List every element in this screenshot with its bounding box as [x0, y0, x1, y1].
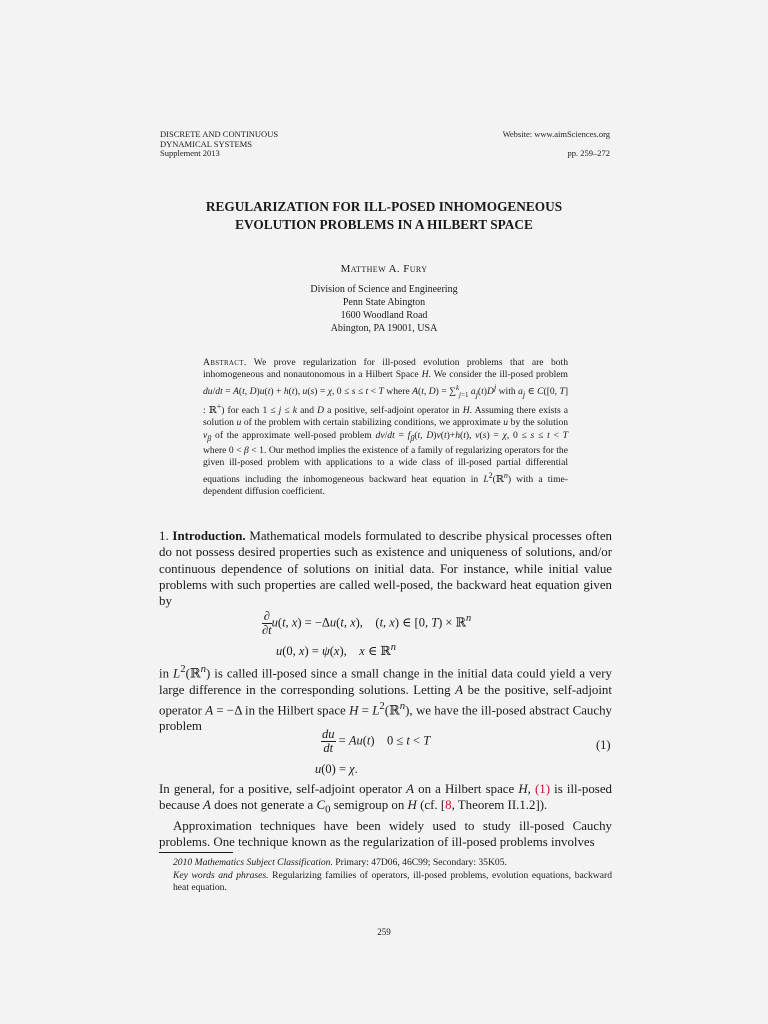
body-text: (cf. [: [420, 798, 446, 813]
keywords-label: Key words and phrases.: [173, 869, 269, 881]
ill-posed-paragraph: in $L^2(ℝ^n)$ is called ill-posed since a small change in the initial data could yield a very large difference in the corresponding solutions. Letting A be the positive, self-adjoint operator A = −Δ in the Hilbert space $H = L^2(ℝ^n)$, we have the ill-posed abstract Cauchy problem: [159, 663, 613, 734]
abstract-text: of the approximate well-posed problem: [215, 429, 372, 441]
abstract: Abstract. We prove regularization for ill-posed evolution problems that are both inhomogeneous and nonautonomous in a Hilbert Space H. We consider the ill-posed problem du/dt = A(t, D)u(t) + h(t), u(s) = χ, 0 ≤ s ≤ t < T where A(t, D) = ∑$^k_{j=1}$ $a_j(t)D^j$ with $a_j$ ∈ C([0, T] : ℝ+) for each 1 ≤ j ≤ k and D a positive, self-adjoint operator in H. Assuming there exists a solution u of the problem with certain stabilizing conditions, we approximate u by the solution $v_\beta$ of the approximate well-posed problem $dv/dt = f_\beta(t$, D)v(t)+h(t), v(s) = χ, 0 ≤ s ≤ t < T where 0 < β < 1. Our method implies the existence of a family of regularizing operators for the given ill-posed problem with applications to a wide class of ill-posed partial differential equations including the inhomogeneous backward heat equation in $L^2(ℝ^n)$ with a time-dependent diffusion coefficient.: [203, 357, 569, 498]
abstract-text: a positive, self-adjoint operator in: [327, 405, 460, 417]
abstract-text: and: [300, 405, 314, 417]
abstract-text: We consider the ill-posed problem: [433, 369, 568, 381]
section-title: Introduction.: [172, 529, 246, 543]
abstract-text: where: [203, 444, 227, 456]
equation-number: (1): [596, 738, 611, 752]
abstract-text: Our method implies the existence of a family of regularizing operators for the given ill-posed problem with applications to a wide class of ill-posed partial differential equations including the inhomogeneous backward heat equation in: [203, 444, 568, 485]
msc-label: 2010 Mathematics Subject Classification.: [173, 857, 333, 868]
body-text: semigroup on: [333, 798, 405, 813]
abstract-text: by the solution: [510, 417, 569, 429]
general-paragraph: In general, for a positive, self-adjoint operator A on a Hilbert space H, (1) is ill-posed because A does not generate a $C_0$ semigroup on H (cf. [8, Theorem II.1.2]). Approximation techniques have been widely used to study ill-posed Cauchy problems. One technique known as the regularization of ill-posed problems involves: [159, 782, 612, 850]
abstract-heading: Abstract.: [203, 357, 247, 368]
body-text: is ill-posed because: [159, 782, 612, 813]
heat-equation-line1: $\frac{\partial}{\partial t}$ u(t, x) = −Δu(t, x), (t, x) ∈ [0, T) × ℝ$^n$: [262, 609, 472, 637]
abstract-text: for each: [227, 405, 260, 417]
body-text: be the positive, self-adjoint operator: [159, 682, 612, 718]
body-text: we have the ill-posed abstract Cauchy problem: [159, 703, 612, 734]
affiliation-line: Division of Science and Engineering: [310, 284, 458, 295]
introduction-paragraph: [159, 528, 612, 609]
keywords-line: [159, 870, 612, 895]
msc-line: [159, 857, 612, 870]
body-text: does not generate a: [214, 798, 314, 813]
supplement-label: Supplement 2013: [160, 148, 220, 159]
affiliation-line: 1600 Woodland Road: [340, 310, 428, 321]
keywords-text: Regularizing families of operators, ill-posed problems, evolution equations, backward heat equation.: [173, 869, 612, 893]
abstract-text: Assuming there exists a solution: [203, 405, 569, 429]
abstract-text: with: [498, 385, 516, 397]
affiliation-line: Abington, PA 19001, USA: [330, 323, 438, 334]
footnote-rule: [159, 852, 233, 853]
body-text: In general, for a positive, self-adjoint operator: [159, 782, 403, 796]
body-text: on a Hilbert space: [418, 782, 515, 796]
title-line-1: REGULARIZATION FOR ILL-POSED INHOMOGENEOUS: [205, 199, 563, 214]
cauchy-problem-line1: $\frac{du}{dt}$ = Au(t) 0 ≤ t < T: [322, 727, 431, 755]
website-label: Website: www.aimSciences.org: [502, 129, 610, 139]
abstract-text: of the problem with certain stabilizing conditions, we approximate: [243, 417, 501, 429]
intro-text: Mathematical models formulated to describe physical processes often do not possess desired properties such as existence and uniqueness of solutions, and/or continuous dependence of solutions on initial data. For instance, while initial value problems with such properties are called well-posed, the backward heat equation given by: [159, 529, 612, 609]
abstract-text: with a time-dependent diffusion coefficient.: [203, 473, 568, 498]
citation-link[interactable]: 8: [445, 798, 452, 813]
author-name: Matthew A. Fury: [340, 263, 428, 275]
journal-name-line2: DYNAMICAL SYSTEMS: [160, 138, 253, 149]
body-text: is called ill-posed since a small change in the initial data could yield a very large difference in the corresponding solutions. Letting: [159, 666, 613, 697]
journal-header: [160, 130, 278, 159]
cauchy-problem-line2: u(0) = χ.: [315, 762, 358, 776]
msc-text: Primary: 47D06, 46C99; Secondary: 35K05.: [335, 857, 507, 868]
section-number: 1.: [159, 529, 169, 543]
heat-equation-line2: u(0, x) = ψ(x), x ∈ ℝ$^n$: [276, 642, 396, 659]
title-line-2: EVOLUTION PROBLEMS IN A HILBERT SPACE: [235, 217, 533, 232]
body-text: , Theorem II.1.2]).: [451, 798, 548, 813]
paper-title: [100, 198, 668, 234]
page-number: 259: [377, 927, 391, 937]
equation-ref-link[interactable]: (1): [535, 782, 551, 796]
footnote: [159, 857, 612, 895]
abstract-text: We prove regularization for ill-posed evolution problems that are both inhomogeneous and nonautonomous in a Hilbert Space: [203, 357, 568, 381]
body-text: in the Hilbert space: [245, 703, 346, 718]
affiliation: [0, 283, 768, 335]
approximation-paragraph: Approximation techniques have been widely used to study ill-posed Cauchy problems. One technique known as the regularization of ill-posed problems involves: [159, 819, 612, 850]
page-range: pp. 259–272: [567, 147, 610, 158]
affiliation-line: Penn State Abington: [342, 297, 426, 308]
journal-meta: [503, 130, 610, 158]
journal-name-line1: DISCRETE AND CONTINUOUS: [160, 129, 279, 139]
abstract-text: where: [386, 385, 410, 397]
